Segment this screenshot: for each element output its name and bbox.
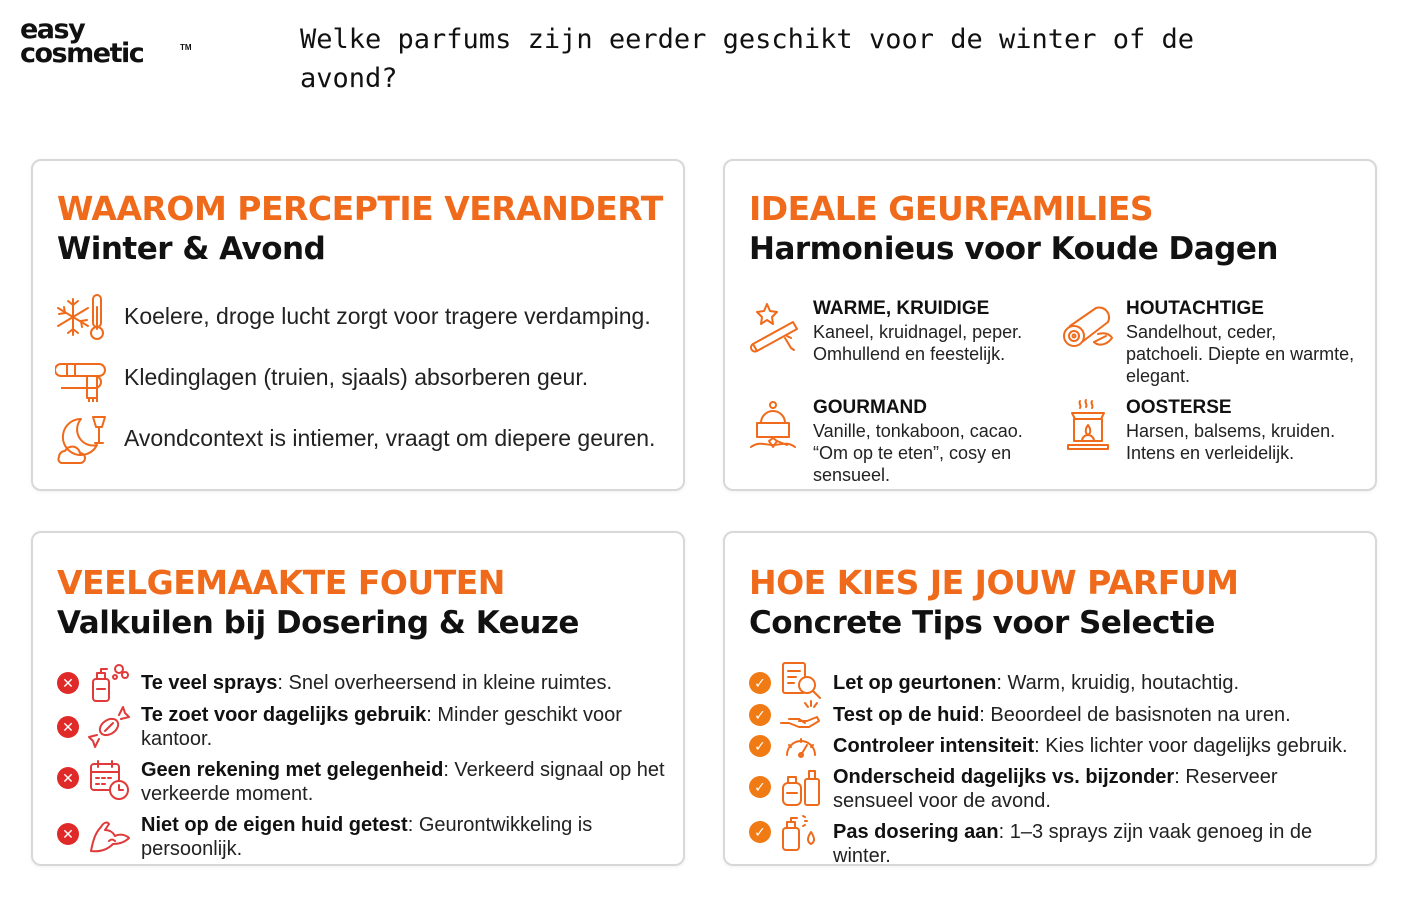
cinnamon-spice-icon (747, 298, 805, 358)
error-x-icon: ✕ (57, 823, 79, 845)
tip-text (833, 703, 1363, 727)
oil-burner-icon (1060, 397, 1118, 457)
logo-line-1: easy (20, 14, 85, 45)
tip-item (745, 703, 1365, 737)
error-x-icon: ✕ (57, 767, 79, 789)
family-name: HOUTACHTIGE (1126, 298, 1264, 319)
family-description: Vanille, tonkaboon, cacao. “Om op te eten”, cosy en sensueel. (813, 421, 1023, 485)
mistake-text (141, 703, 671, 751)
tip-rest: : Reserveer sensueel voor de avond. (833, 766, 1278, 812)
dessert-vanilla-icon (747, 397, 805, 457)
families-subtitle: Harmonieus voor Koude Dagen (749, 231, 1278, 267)
tip-item (745, 820, 1365, 867)
family-description: Sandelhout, ceder, patchoeli. Diepte en warmte, elegant. (1126, 322, 1355, 386)
family-name: GOURMAND (813, 397, 927, 418)
logo-trademark: TM (180, 43, 192, 52)
family-description: Kaneel, kruidnagel, peper. Omhullend en feestelijk. (813, 322, 1023, 364)
error-x-icon: ✕ (57, 716, 79, 738)
perception-subtitle: Winter & Avond (57, 231, 326, 267)
tip-bold: Onderscheid dagelijks vs. bijzonder (833, 766, 1175, 788)
perception-item-text: Kledinglagen (truien, sjaals) absorberen geur. (124, 364, 589, 390)
mistakes-card (31, 531, 685, 866)
tip-rest: : Beoordeel de basisnoten na uren. (979, 704, 1291, 726)
check-icon: ✓ (749, 821, 771, 843)
check-icon: ✓ (749, 735, 771, 757)
mistakes-subtitle: Valkuilen bij Dosering & Keuze (57, 605, 579, 641)
tips-title: HOE KIES JE JOUW PARFUM (749, 563, 1239, 602)
mistake-text (141, 758, 671, 806)
scarf-sweater-icon (55, 352, 111, 404)
families-title: IDEALE GEURFAMILIES (749, 189, 1154, 228)
mistake-rest: : Geurontwikkeling is persoonlijk. (141, 814, 593, 860)
arm-skin-icon (87, 811, 131, 855)
logo-line-2: cosmetic (20, 38, 144, 69)
wood-log-icon (1060, 298, 1118, 358)
mistake-item (53, 813, 673, 865)
tip-item (745, 734, 1365, 768)
tip-bold: Controleer intensiteit (833, 735, 1035, 757)
perception-item (55, 291, 675, 343)
tip-text (833, 734, 1363, 758)
page-title: Welke parfums zijn eerder geschikt voor de winter of de avond? (300, 24, 1195, 94)
check-icon: ✓ (749, 704, 771, 726)
mistake-item (53, 758, 673, 810)
mistake-bold: Te zoet voor dagelijks gebruik (141, 704, 427, 726)
mistake-bold: Te veel sprays (141, 672, 278, 694)
mistake-rest: : Minder geschikt voor kantoor. (141, 704, 622, 750)
spray-drop-icon (779, 810, 823, 854)
perception-item (55, 352, 675, 404)
candy-icon (87, 705, 131, 749)
tip-text (833, 671, 1363, 695)
error-x-icon: ✕ (57, 672, 79, 694)
spray-bottle-icon (87, 661, 131, 705)
family-name: OOSTERSE (1126, 397, 1232, 418)
mistakes-title: VEELGEMAAKTE FOUTEN (57, 563, 505, 602)
tip-bold: Let op geurtonen (833, 672, 997, 694)
tips-card (723, 531, 1377, 866)
tip-item (745, 765, 1365, 817)
perfume-bottles-icon (779, 765, 823, 809)
moon-lamp-icon (55, 413, 111, 465)
gauge-icon (779, 725, 823, 769)
mistake-item (53, 703, 673, 755)
calendar-clock-icon (87, 758, 131, 802)
tips-subtitle: Concrete Tips voor Selectie (749, 605, 1215, 641)
mistake-bold: Niet op de eigen huid getest (141, 814, 408, 836)
mistake-bold: Geen rekening met gelegenheid (141, 759, 444, 781)
tip-bold: Test op de huid (833, 704, 980, 726)
mistake-text (141, 671, 671, 695)
perception-item (55, 413, 675, 465)
mistake-rest: : Snel overheersend in kleine ruimtes. (277, 672, 613, 694)
tip-item (745, 671, 1365, 705)
tip-bold: Pas dosering aan (833, 821, 999, 843)
brand-logo (20, 14, 192, 70)
family-description: Harsen, balsems, kruiden. Intens en verleidelijk. (1126, 421, 1336, 463)
check-icon: ✓ (749, 672, 771, 694)
tip-text (833, 820, 1363, 868)
perception-title: WAAROM PERCEPTIE VERANDERT (57, 189, 663, 228)
family-name: WARME, KRUIDIGE (813, 298, 990, 319)
tip-rest: : Warm, kruidig, houtachtig. (996, 672, 1240, 694)
perception-card (31, 159, 685, 491)
tip-rest: : Kies lichter voor dagelijks gebruik. (1034, 735, 1348, 757)
tip-rest: : 1–3 sprays zijn vaak genoeg in de winter. (833, 821, 1313, 867)
check-icon: ✓ (749, 776, 771, 798)
snowflake-thermometer-icon (55, 291, 111, 343)
tip-text (833, 765, 1363, 813)
perception-item-text: Koelere, droge lucht zorgt voor tragere verdamping. (124, 303, 651, 329)
perception-item-text: Avondcontext is intiemer, vraagt om diepere geuren. (124, 425, 656, 451)
families-card (723, 159, 1377, 491)
mistake-text (141, 813, 671, 861)
mistake-rest: : Verkeerd signaal op het verkeerde moment. (141, 759, 665, 805)
